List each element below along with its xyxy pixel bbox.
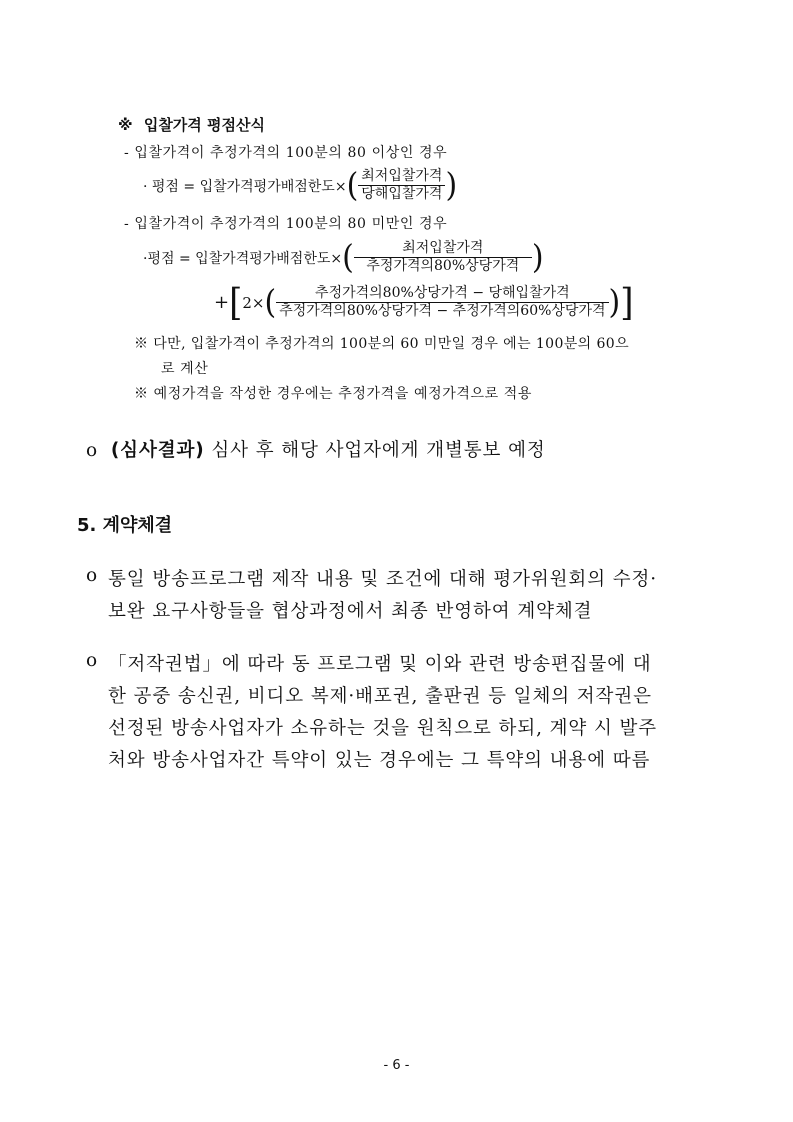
open-bracket: [ xyxy=(229,280,243,325)
case2-prefix: ·평점 = 입찰가격평가배점한도× xyxy=(143,250,343,267)
note-1-line-2: 로 계산 xyxy=(161,361,209,377)
close-paren: ) xyxy=(531,237,544,277)
open-paren: ( xyxy=(346,165,359,205)
review-result xyxy=(86,436,546,462)
case2-denominator: 추정가격의80%상당가격 xyxy=(366,258,520,274)
close-bracket: ] xyxy=(620,280,634,325)
paragraph-2-line-4: 처와 방송사업자간 특약이 있는 경우에는 그 특약의 내용에 따름 xyxy=(108,750,651,771)
two-times: 2× xyxy=(242,293,265,312)
section-heading: 5. 계약체결 xyxy=(77,515,173,536)
case1-prefix: · 평점 = 입찰가격평가배점한도× xyxy=(143,178,347,195)
review-text: 심사 후 해당 사업자에게 개별통보 예정 xyxy=(204,440,546,461)
paragraph-2-line-2: 한 공중 송신권, 비디오 복제·배포권, 출판권 등 일체의 저작권은 xyxy=(108,686,652,707)
paragraph-2-bullet: o xyxy=(86,650,99,671)
reference-mark: ※ xyxy=(118,116,133,134)
close-paren: ) xyxy=(445,165,458,205)
paragraph-1-line-1: 통일 방송프로그램 제작 내용 및 조건에 대해 평가위원회의 수정· xyxy=(108,569,658,590)
paragraph-2-line-1: 「저작권법」에 따라 동 프로그램 및 이와 관련 방송편집물에 대 xyxy=(108,654,652,675)
case1-fraction xyxy=(358,168,445,203)
formula-title-row xyxy=(118,114,265,135)
case2-second-denominator: 추정가격의80%상당가격 − 추정가격의60%상당가격 xyxy=(279,303,606,319)
formula-title: 입찰가격 평점산식 xyxy=(143,116,265,134)
case2-formula-continued xyxy=(214,280,634,325)
paragraph-1-line-2: 보완 요구사항들을 협상과정에서 최종 반영하여 계약체결 xyxy=(108,601,593,622)
case2-formula xyxy=(143,237,544,277)
case2-numerator: 최저입찰가격 xyxy=(354,240,532,258)
note-2: ※ 예정가격을 작성한 경우에는 추정가격을 예정가격으로 적용 xyxy=(134,386,532,402)
case2-second-numerator: 추정가격의80%상당가격 − 당해입찰가격 xyxy=(276,285,608,303)
plus-sign: + xyxy=(214,292,230,313)
case1-numerator: 최저입찰가격 xyxy=(358,168,445,186)
note-1-line-1: ※ 다만, 입찰가격이 추정가격의 100분의 60 미만일 경우 에는 100분의 60으 xyxy=(134,336,629,352)
case1-formula xyxy=(143,165,458,205)
open-paren: ( xyxy=(342,237,354,277)
review-label: (심사결과) xyxy=(110,440,205,461)
open-paren: ( xyxy=(264,282,277,322)
case2-second-fraction xyxy=(276,285,608,320)
page-number: - 6 - xyxy=(383,1058,410,1073)
case2-fraction xyxy=(354,240,532,275)
paragraph-2-line-3: 선정된 방송사업자가 소유하는 것을 원칙으로 하되, 계약 시 발주 xyxy=(108,718,658,739)
case1-denominator: 당해입찰가격 xyxy=(361,186,443,202)
bullet: o xyxy=(86,440,99,461)
case2-label: - 입찰가격이 추정가격의 100분의 80 미만인 경우 xyxy=(124,216,448,232)
case1-label: - 입찰가격이 추정가격의 100분의 80 이상인 경우 xyxy=(124,145,448,161)
close-paren: ) xyxy=(608,282,621,322)
paragraph-1-bullet: o xyxy=(86,565,99,586)
